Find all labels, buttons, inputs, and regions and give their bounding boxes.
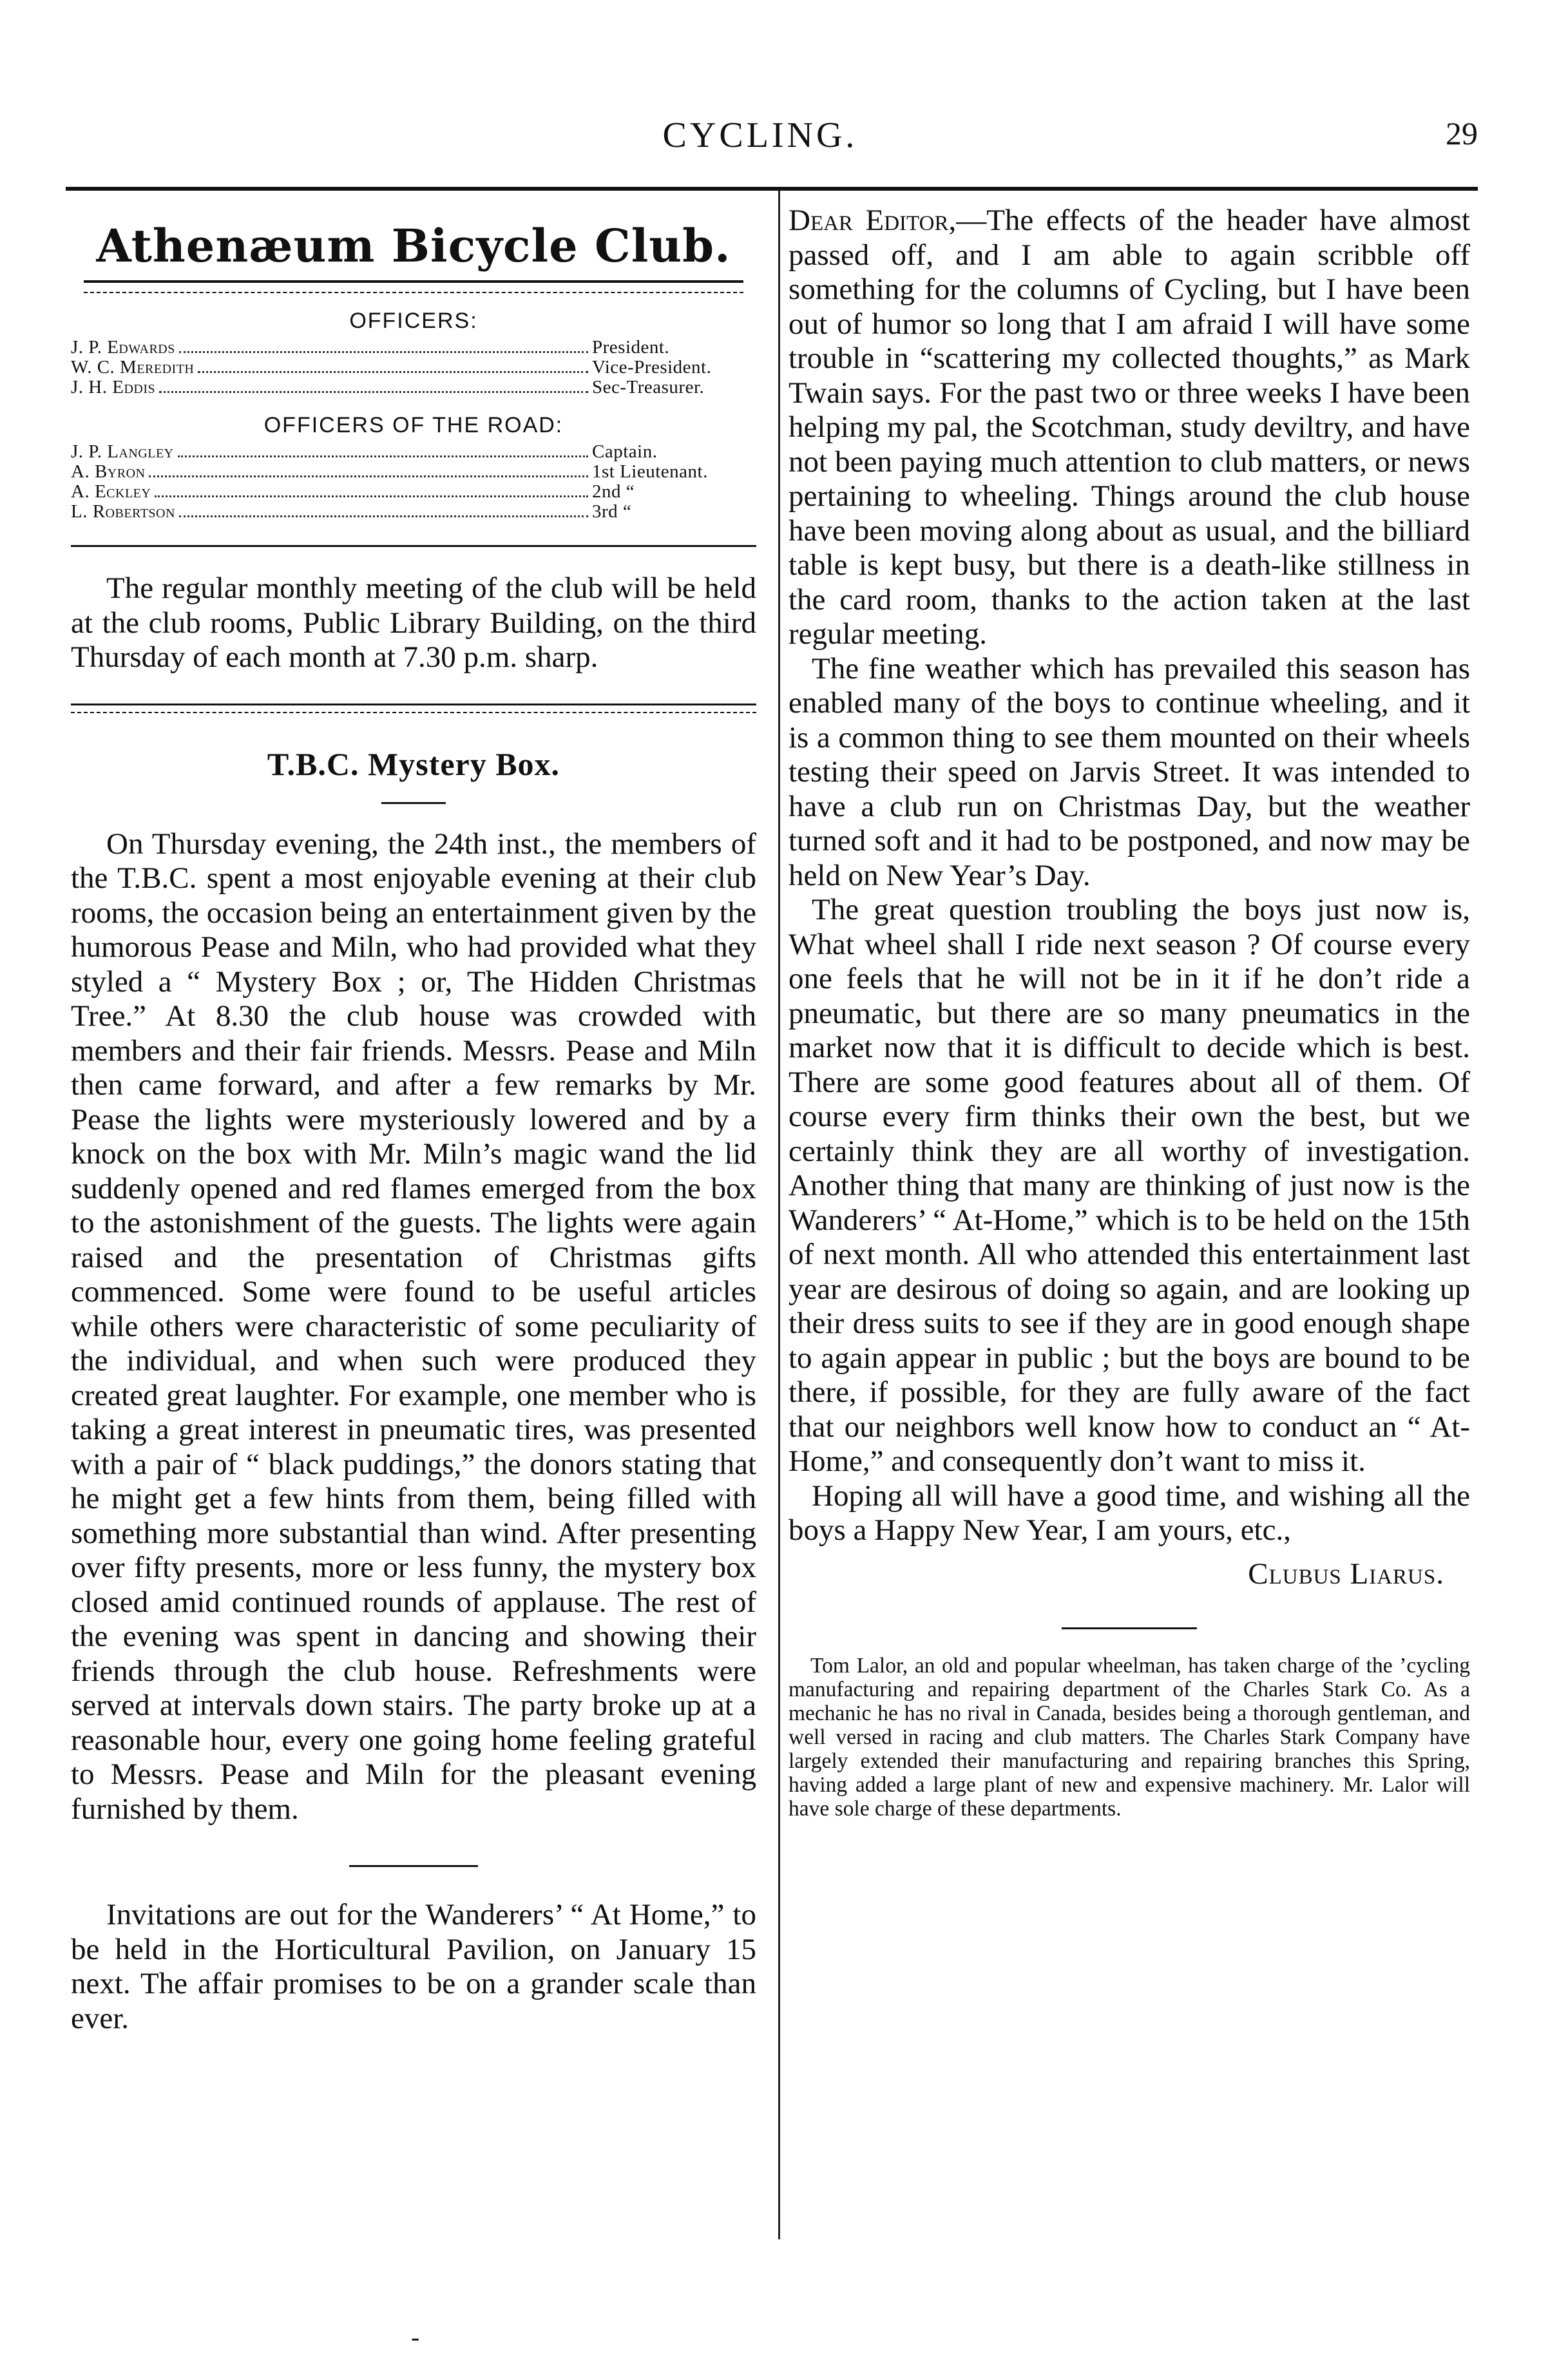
invitation-notice: Invitations are out for the Wanderers’ “ At Home,” to be held in the Horticultural Pavilion, on January 15 next. The affair promises to be on a grander scale than ever. [71, 1898, 756, 2035]
road-officers-list [71, 442, 756, 522]
running-head: CYCLING. [662, 115, 858, 155]
column-divider [778, 191, 780, 2239]
officer-row [71, 358, 756, 378]
leader-dots [149, 475, 588, 477]
header-rule [66, 187, 1478, 191]
mystery-box-article: On Thursday evening, the 24th inst., the members of the T.B.C. spent a most enjoyable evening at their club rooms, the occasion being an entertainment given by the humorous Pease and Miln, who had provided what they styled a “ Mystery Box ; or, The Hidden Christmas Tree.” At 8.30 the club house was crowded with members and their fair friends. Messrs. Pease and Miln then came forward, and after a few remarks by Mr. Pease the lights were mysteriously lowered and by a knock on the box with Mr. Miln’s magic wand the lid suddenly opened and red flames emerged from the box to the astonishment of the guests. The lights were again raised and the presentation of Christmas gifts commenced. Some were found to be useful articles while others were characteristic of some peculiarity of the individual, and when such were produced they created great laughter. For example, one member who is taking a great interest in pneumatic tires, was presented with a pair of “ black puddings,” the donors stating that he might get a few hints from them, being filled with something more substantial than wind. After presenting over fifty presents, more or less funny, the mystery box closed amid continued rounds of applause. The rest of the evening was spent in dancing and showing their friends through the club house. Refreshments were served at intervals down stairs. The party broke up at a reasonable hour, every one going home feeling grateful to Messrs. Pease and Miln for the pleasant evening furnished by them. [71, 827, 756, 1826]
officer-role: 3rd “ [592, 501, 632, 522]
article-rule [349, 1865, 478, 1867]
officer-role: 1st Lieutenant. [592, 461, 708, 482]
officer-role: Sec-Treasurer. [592, 377, 705, 397]
leader-dots [155, 495, 588, 497]
leader-dots [178, 455, 588, 457]
letter-paragraph: The fine weather which has prevailed this season has enabled many of the boys to continue wheeling, and it is a common thing to see them mounted on their wheels testing their speed on Jarvis Street. It was intended to have a club run on Christmas Day, but the weather turned soft and it had to be postponed, and now may be held on New Year’s Day. [789, 651, 1470, 892]
officer-row [71, 442, 756, 462]
officer-row [71, 502, 756, 522]
section-rule [71, 704, 756, 713]
page-number: 29 [1446, 115, 1478, 151]
officer-row [71, 482, 756, 502]
officer-name: W. C. Meredith [71, 357, 195, 378]
road-officers-label: OFFICERS OF THE ROAD: [263, 413, 564, 437]
news-note: Tom Lalor, an old and popular wheelman, has taken charge of the ’cycling manufacturing and repairing department of the Charles Stark Co. As a mechanic he has no rival in Canada, besides being a thorough gentleman, and well versed in racing and club matters. The Charles Stark Company have largely extended their manufacturing and repairing branches this Spring, having added a large plant of new and expensive machinery. Mr. Lalor will have sole charge of these departments. [789, 1654, 1470, 1821]
officer-name: J. H. Eddis [71, 377, 156, 397]
letter-salutation: Dear Editor, [789, 204, 957, 237]
heading-rule [381, 802, 446, 804]
officer-role: Captain. [592, 441, 658, 462]
officer-name: A. Byron [71, 461, 146, 482]
officer-role: 2nd “ [592, 481, 635, 502]
club-title: Athenæum Bicycle Club. [96, 219, 731, 273]
left-column [71, 193, 756, 2036]
officer-name: L. Robertson [71, 501, 175, 522]
officer-name: J. P. Edwards [71, 337, 175, 358]
section-rule [71, 545, 756, 547]
letter-paragraph: Hoping all will have a good time, and wishing all the boys a Happy New Year, I am yours, etc., [789, 1479, 1470, 1547]
officer-role: President. [592, 337, 670, 358]
letter-paragraph-text: —The effects of the header have almost passed off, and I am able to again scribble off something for the columns of Cycling, but I have been out of humor so long that I am afraid I will have some trouble in “scattering my collected thoughts,” as Mark Twain says. For the past two or three weeks I have been helping my pal, the Scotchman, study deviltry, and have not been paying much attention to club matters, or news pertaining to wheeling. Things around the club house have been moving along about as usual, and the billiard table is kept busy, but there is a death-like stillness in the card room, thanks to the action taken at the last regular meeting. [789, 204, 1470, 651]
officers-list [71, 338, 756, 397]
footer-mark: - [411, 2322, 420, 2351]
leader-dots [159, 391, 588, 393]
leader-dots [179, 351, 588, 353]
leader-dots [198, 371, 588, 373]
leader-dots [179, 515, 588, 517]
mystery-box-heading: T.B.C. Mystery Box. [267, 745, 560, 782]
officer-row [71, 378, 756, 397]
letter-paragraph: The great question troubling the boys just now is, What wheel shall I ride next season ? Of course every one feels that he will not be in it if he don’t ride a pneumatic, but there are so many pneumatics in the market now that it is difficult to decide which is best. There are some good features about all of them. Of course every firm thinks their own the best, but we certainly think they are all worthy of investigation. Another thing that many are thinking of just now is the Wanderers’ “ At-Home,” which is to be held on the 15th of next month. All who attended this entertainment last year are desirous of doing so again, and are looking up their dress suits to see if they are in good enough shape to again appear in public ; but the boys are bound to be there, if possible, for they are fully aware of the fact that our neighbors well know how to conduct an “ At-Home,” and consequently don’t want to miss it. [789, 893, 1470, 1478]
note-rule [1062, 1627, 1197, 1629]
officer-role: Vice-President. [592, 357, 712, 378]
officer-name: A. Eckley [71, 481, 151, 502]
officer-row [71, 462, 756, 482]
meeting-notice: The regular monthly meeting of the club will be held at the club rooms, Public Library Building, on the third Thursday of each month at 7.30 p.m. sharp. [71, 571, 756, 674]
right-column [789, 204, 1470, 1821]
letter-signature: Clubus Liarus. [1248, 1556, 1444, 1591]
officer-name: J. P. Langley [71, 441, 174, 462]
officer-row [71, 338, 756, 358]
letter-paragraph [789, 204, 1470, 652]
officers-label: OFFICERS: [349, 309, 478, 333]
title-rule [84, 280, 743, 293]
